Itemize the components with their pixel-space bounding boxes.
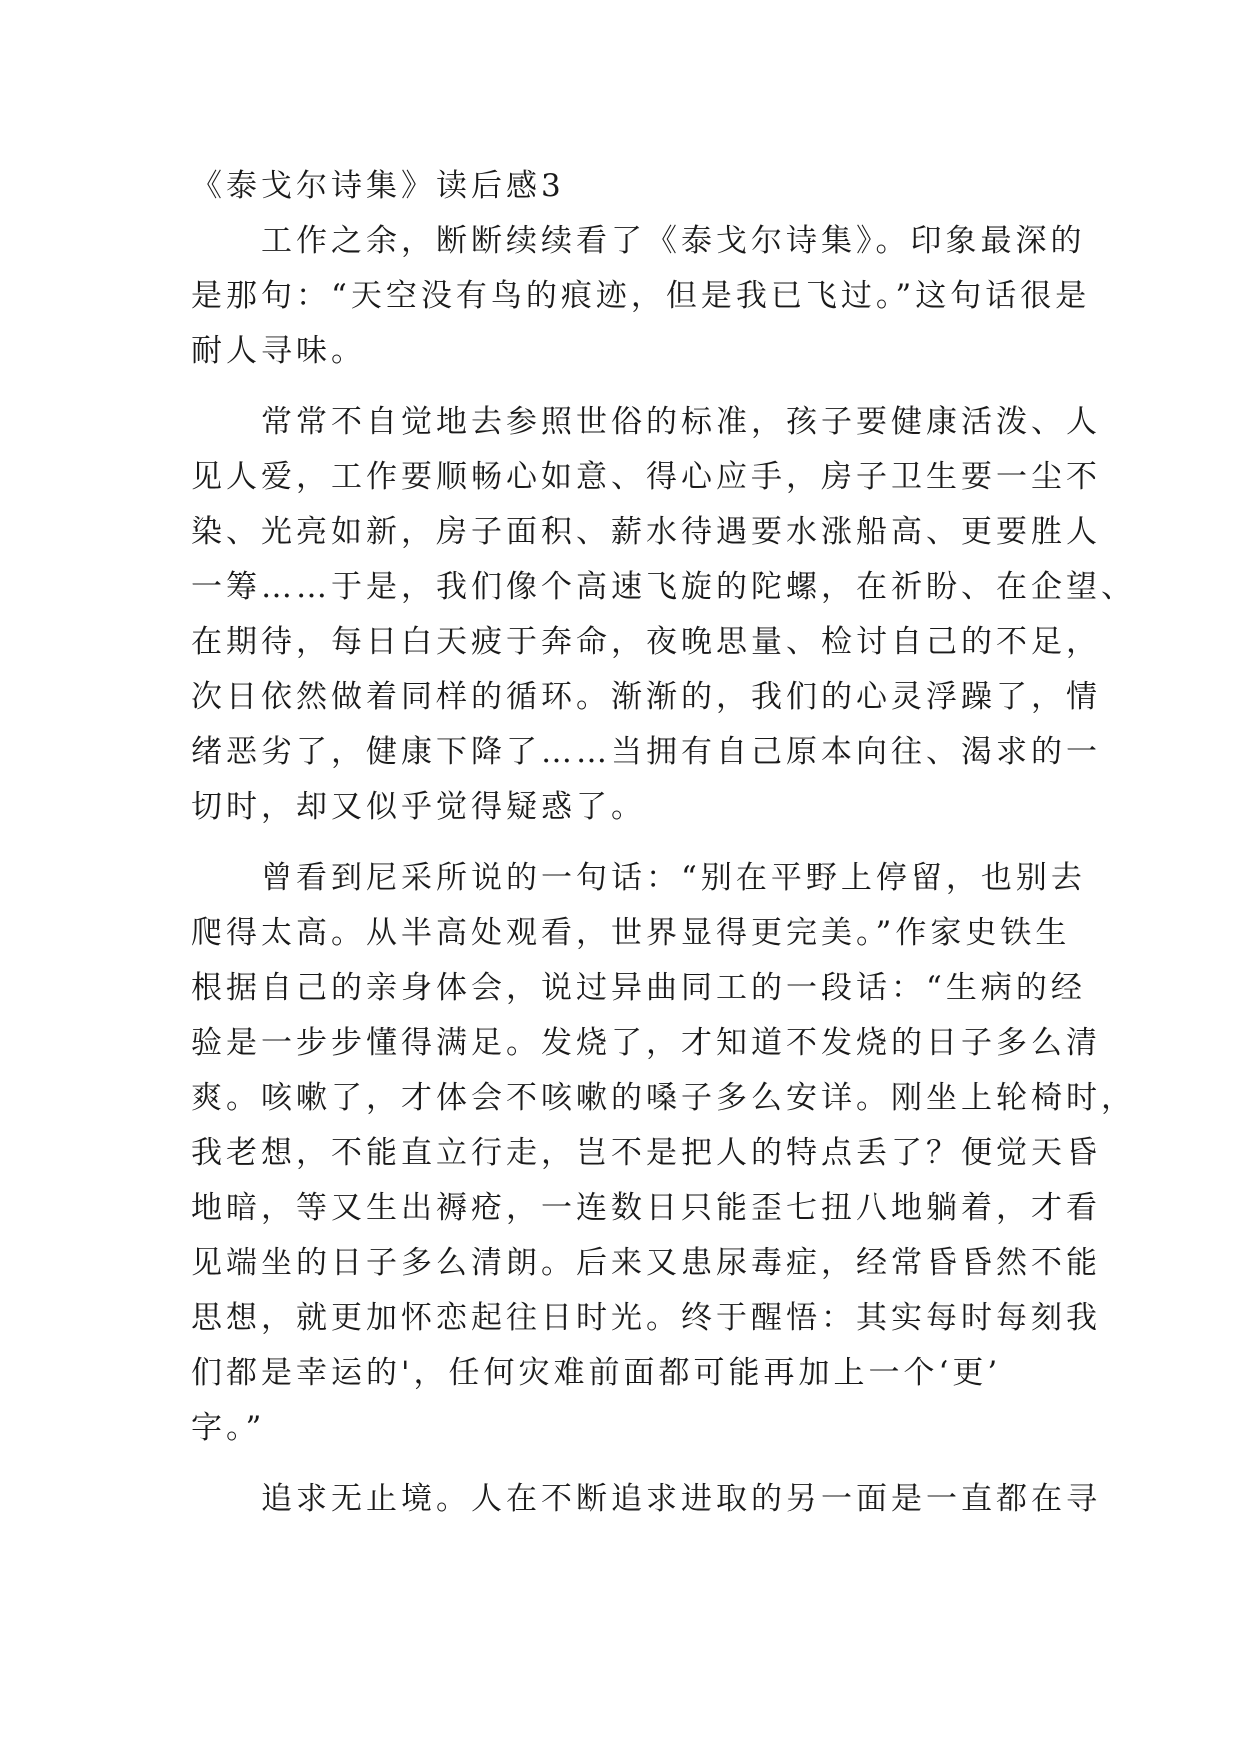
text-line: 切时，却又似乎觉得疑惑了。	[191, 789, 646, 825]
text-line: 追求无止境。人在不断追求进取的另一面是一直都在寻	[191, 1481, 1101, 1517]
text-line: 绪恶劣了，健康下降了……当拥有自己原本向往、渴求的一	[191, 734, 1101, 770]
document-body	[191, 158, 1136, 1527]
text-line: 见人爱，工作要顺畅心如意、得心应手，房子卫生要一尘不	[191, 459, 1101, 495]
paragraph-4	[191, 1472, 1101, 1527]
text-line: 是那句：“天空没有鸟的痕迹，但是我已飞过。”这句话很是	[191, 278, 1091, 314]
text-line: 一筹……于是，我们像个高速飞旋的陀螺，在祈盼、在企望、	[191, 569, 1136, 605]
text-line: 耐人寻味。	[191, 333, 366, 369]
text-line: 字。”	[191, 1410, 266, 1446]
text-line: 见端坐的日子多么清朗。后来又患尿毒症，经常昏昏然不能	[191, 1245, 1101, 1281]
text-line: 验是一步步懂得满足。发烧了，才知道不发烧的日子多么清	[191, 1025, 1101, 1061]
text-line: 爽。咳嗽了，才体会不咳嗽的嗓子多么安详。刚坐上轮椅时，	[191, 1080, 1136, 1116]
text-line: 思想，就更加怀恋起往日时光。终于醒悟：其实每时每刻我	[191, 1300, 1101, 1336]
text-line: 根据自己的亲身体会，说过异曲同工的一段话：“生病的经	[191, 970, 1086, 1006]
text-line: 爬得太高。从半高处观看，世界显得更完美。”作家史铁生	[191, 915, 1071, 951]
paragraph-1	[191, 214, 1091, 379]
text-line: 地暗，等又生出褥疮，一连数日只能歪七扭八地躺着，才看	[191, 1190, 1101, 1226]
paragraph-3	[191, 851, 1136, 1456]
document-title: 《泰戈尔诗集》读后感3	[191, 168, 565, 204]
text-line: 我老想，不能直立行走，岂不是把人的特点丢了？便觉天昏	[191, 1135, 1101, 1171]
text-line: 们都是幸运的'，任何灾难前面都可能再加上一个‘更’	[191, 1355, 1002, 1391]
text-line: 次日依然做着同样的循环。渐渐的，我们的心灵浮躁了，情	[191, 679, 1101, 715]
text-line: 曾看到尼采所说的一句话：“别在平野上停留，也别去	[191, 860, 1086, 896]
text-line: 染、光亮如新，房子面积、薪水待遇要水涨船高、更要胜人	[191, 514, 1101, 550]
text-line: 常常不自觉地去参照世俗的标准，孩子要健康活泼、人	[191, 404, 1101, 440]
text-line: 工作之余，断断续续看了《泰戈尔诗集》。印象最深的	[191, 223, 1086, 259]
text-line: 在期待，每日白天疲于奔命，夜晚思量、检讨自己的不足，	[191, 624, 1101, 660]
paragraph-2	[191, 395, 1136, 835]
